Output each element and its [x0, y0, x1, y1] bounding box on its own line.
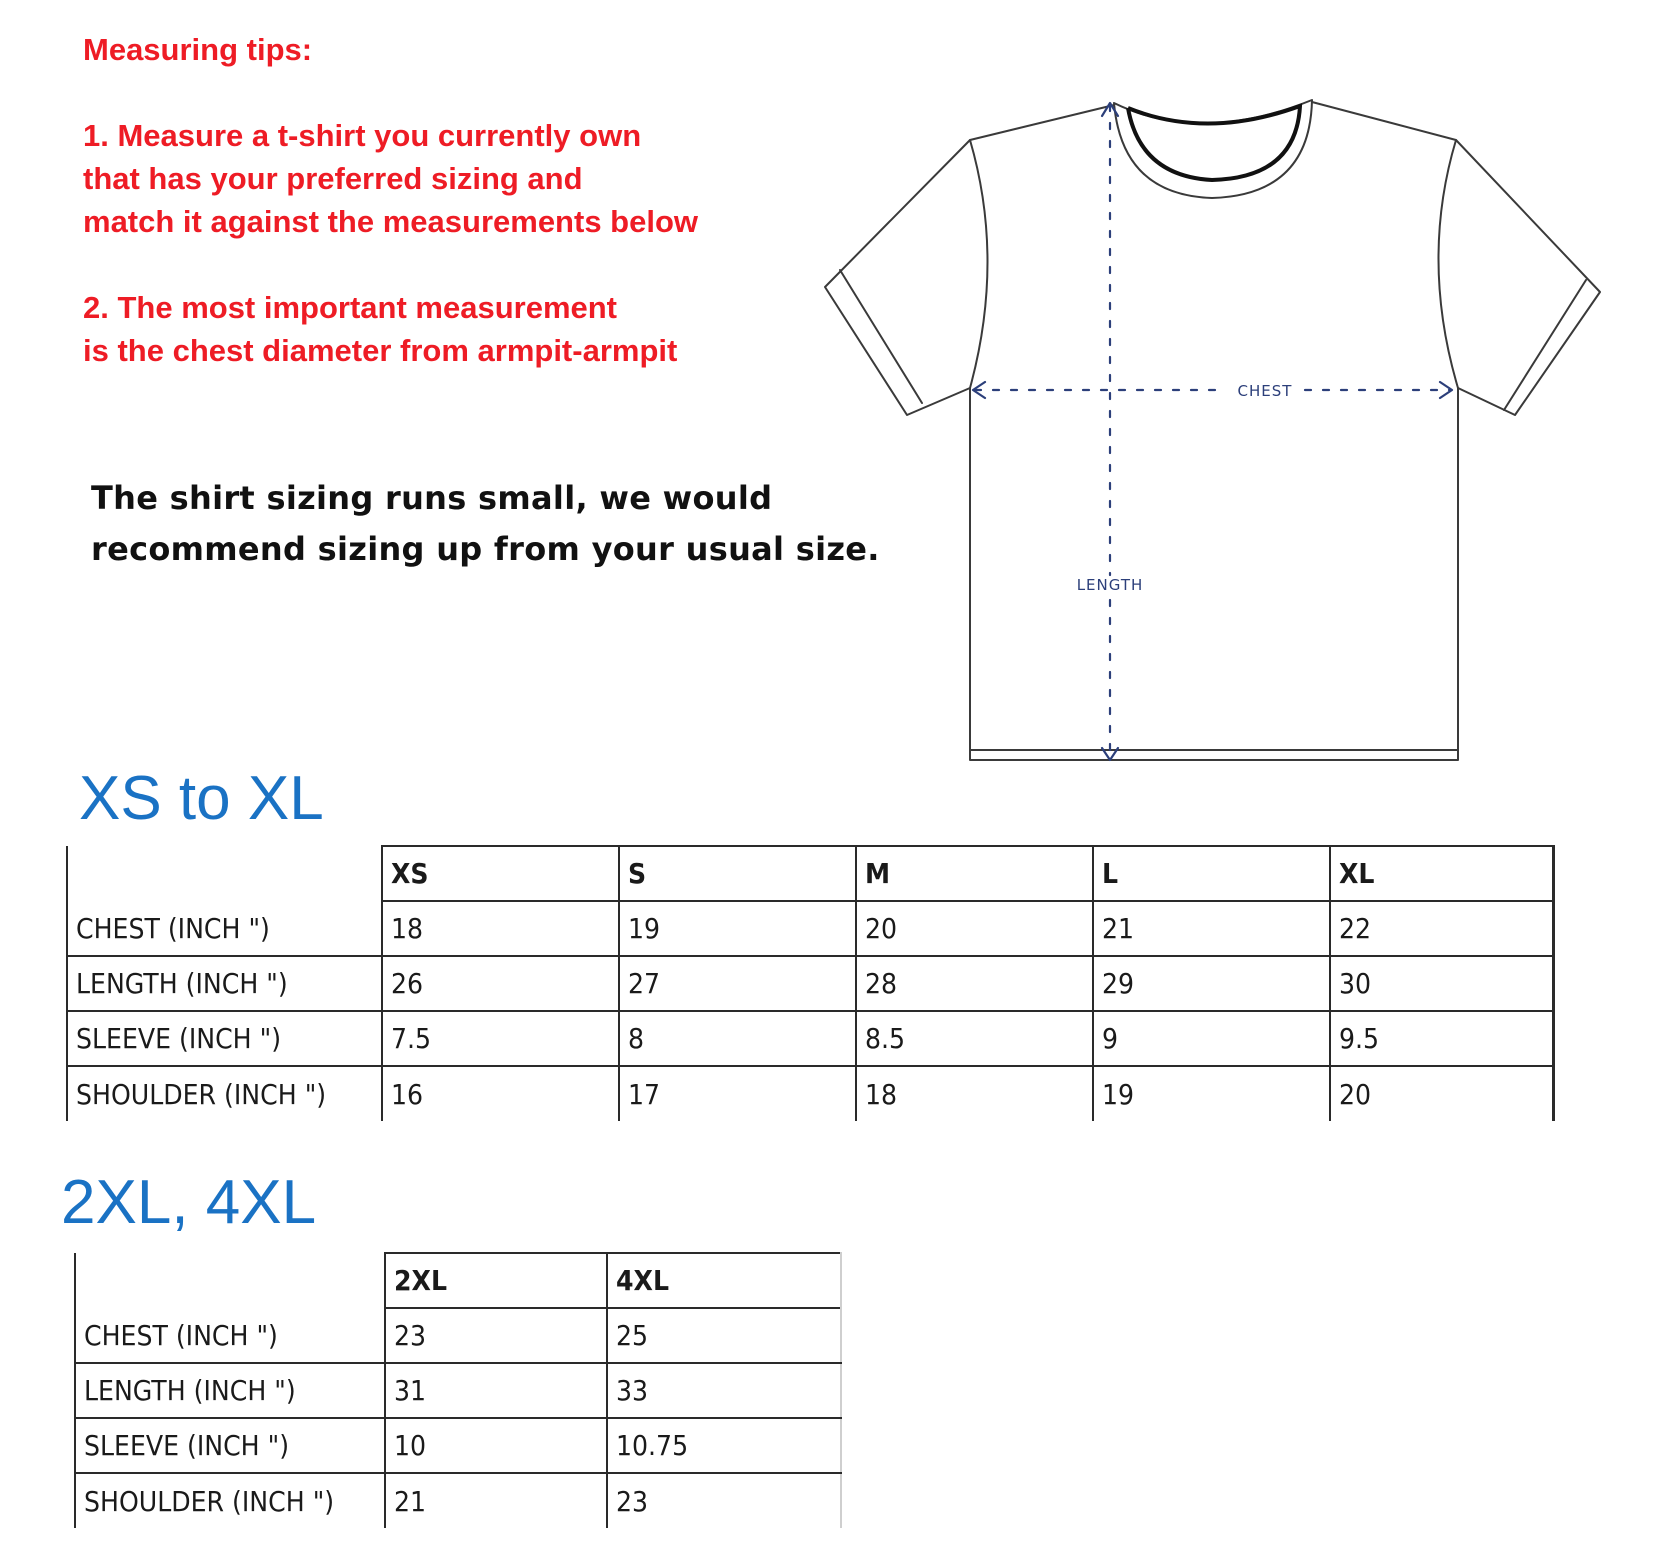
sizing-note-line-2: recommend sizing up from your usual size.	[91, 530, 880, 568]
table-cell: 20	[1330, 1066, 1553, 1121]
table-cell: 22	[1330, 901, 1553, 956]
collar-inner	[1128, 106, 1300, 180]
header-cell	[67, 846, 382, 901]
table-cell: 27	[619, 956, 856, 1011]
table-cell: 19	[619, 901, 856, 956]
table-cell: 23	[385, 1308, 607, 1363]
sizing-note-line-1: The shirt sizing runs small, we would	[91, 479, 773, 517]
chest-label: CHEST	[1237, 382, 1293, 400]
table-cell: 25	[607, 1308, 841, 1363]
sleeve-cuff-right	[1504, 280, 1586, 410]
armhole-seam-right	[1438, 140, 1458, 388]
armhole-seam-left	[970, 140, 988, 388]
row-label: SHOULDER (INCH ")	[67, 1066, 382, 1121]
xs-to-xl-heading: XS to XL	[79, 764, 324, 833]
size-table-2xl-4xl	[74, 1252, 842, 1528]
table-row	[67, 901, 1553, 956]
size-table-xs-xl	[66, 845, 1555, 1121]
row-label: SLEEVE (INCH ")	[75, 1418, 385, 1473]
table-cell: 33	[607, 1363, 841, 1418]
table-row	[75, 1418, 841, 1473]
tip-1-line-3: match it against the measurements below	[83, 204, 699, 239]
header-cell: XS	[382, 846, 619, 901]
table-cell: 21	[1093, 901, 1330, 956]
tip-1-line-1: 1. Measure a t-shirt you currently own	[83, 118, 642, 153]
table-cell: 17	[619, 1066, 856, 1121]
tip-2-line-1: 2. The most important measurement	[83, 290, 618, 325]
tshirt-diagram	[815, 90, 1605, 770]
row-label: CHEST (INCH ")	[75, 1308, 385, 1363]
shirt-outline	[825, 102, 1600, 760]
row-label: SHOULDER (INCH ")	[75, 1473, 385, 1528]
table-row	[67, 956, 1553, 1011]
table-header-row	[67, 846, 1553, 901]
table-row	[75, 1363, 841, 1418]
table-cell: 18	[856, 1066, 1093, 1121]
table-cell: 8	[619, 1011, 856, 1066]
measuring-tips	[83, 28, 698, 372]
table-cell: 16	[382, 1066, 619, 1121]
table-header-row	[75, 1253, 841, 1308]
header-cell	[75, 1253, 385, 1308]
2xl-4xl-heading: 2XL, 4XL	[61, 1168, 317, 1237]
header-cell: S	[619, 846, 856, 901]
row-label: CHEST (INCH ")	[67, 901, 382, 956]
table-cell: 19	[1093, 1066, 1330, 1121]
length-label: LENGTH	[1076, 576, 1144, 594]
table-row	[75, 1473, 841, 1528]
table-cell: 7.5	[382, 1011, 619, 1066]
header-cell: XL	[1330, 846, 1553, 901]
header-cell: 2XL	[385, 1253, 607, 1308]
row-label: LENGTH (INCH ")	[67, 956, 382, 1011]
table-cell: 31	[385, 1363, 607, 1418]
sleeve-cuff-left	[840, 270, 922, 403]
table-cell: 20	[856, 901, 1093, 956]
table-cell: 9	[1093, 1011, 1330, 1066]
chest-arrow-right	[1440, 382, 1452, 398]
table-cell: 9.5	[1330, 1011, 1553, 1066]
table-cell: 23	[607, 1473, 841, 1528]
header-cell: 4XL	[607, 1253, 841, 1308]
header-cell: M	[856, 846, 1093, 901]
table-cell: 10	[385, 1418, 607, 1473]
table-cell: 21	[385, 1473, 607, 1528]
tip-2-line-2: is the chest diameter from armpit-armpit	[83, 333, 678, 368]
row-label: LENGTH (INCH ")	[75, 1363, 385, 1418]
table-row	[67, 1066, 1553, 1121]
table-cell: 30	[1330, 956, 1553, 1011]
table-cell: 29	[1093, 956, 1330, 1011]
row-label: SLEEVE (INCH ")	[67, 1011, 382, 1066]
tips-title: Measuring tips:	[83, 32, 313, 67]
sizing-note	[91, 473, 891, 575]
table-row	[67, 1011, 1553, 1066]
table-cell: 18	[382, 901, 619, 956]
header-cell: L	[1093, 846, 1330, 901]
table-row	[75, 1308, 841, 1363]
tip-1-line-2: that has your preferred sizing and	[83, 161, 583, 196]
table-cell: 8.5	[856, 1011, 1093, 1066]
table-cell: 10.75	[607, 1418, 841, 1473]
table-cell: 28	[856, 956, 1093, 1011]
table-cell: 26	[382, 956, 619, 1011]
